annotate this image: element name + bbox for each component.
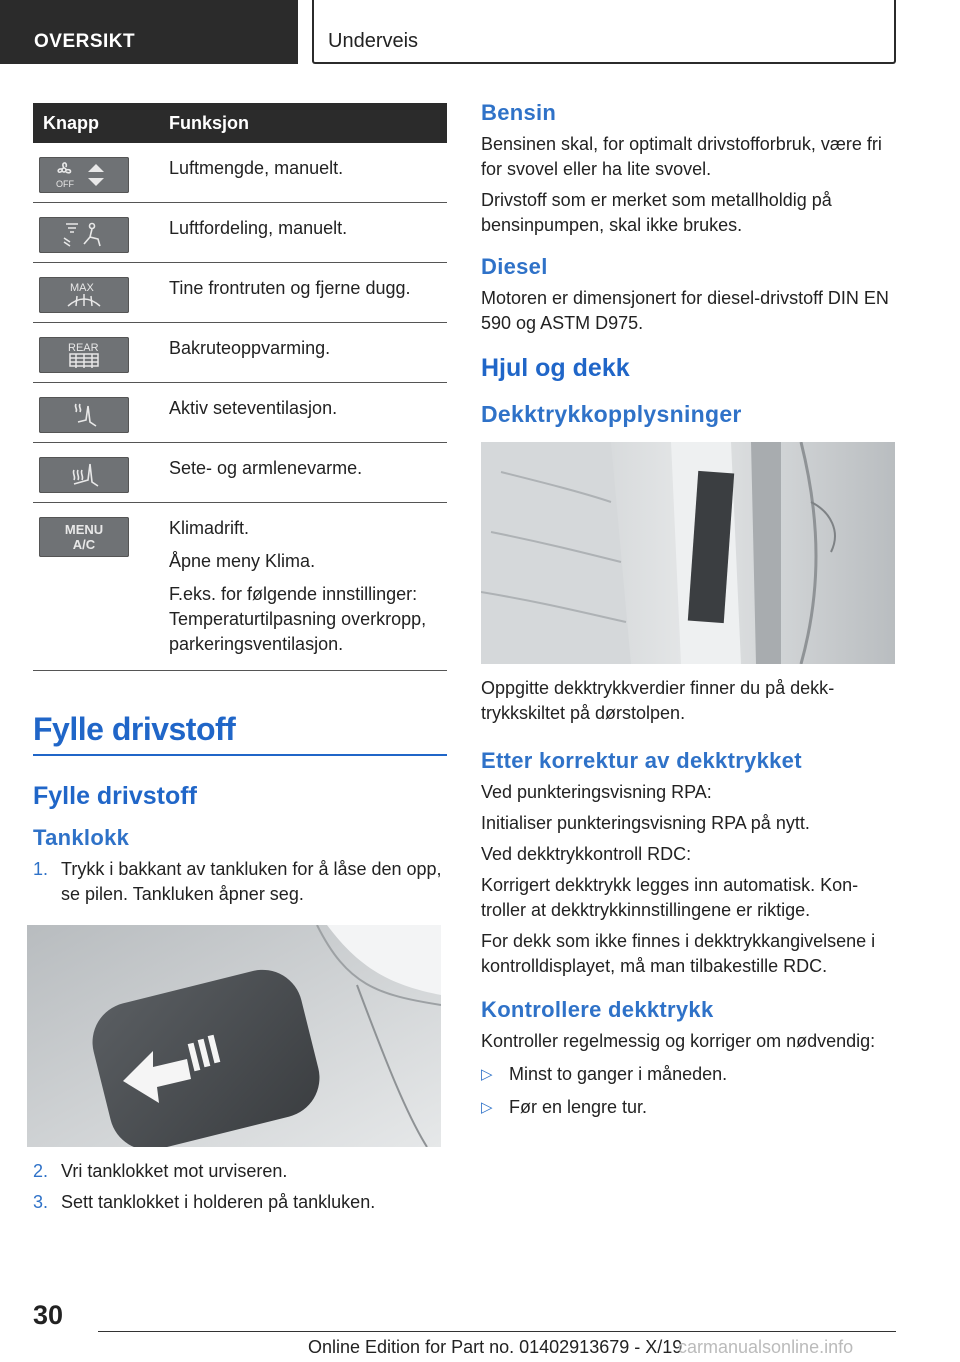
rear-defrost-icon [39,337,129,373]
footer-edition: Online Edition for Part no. 01402913679 - X/19 [308,1337,683,1357]
table-row [33,203,447,263]
paragraph: For dekk som ikke finnes i dekktrykkangivelsene i kontrolldisplayet, må man tilbakestille RDC. [481,931,876,976]
button-function-table [33,103,447,671]
page-number: 30 [33,1300,64,1330]
subsection-heading: Diesel [481,254,548,279]
triangle-bullet-icon: ▷ [481,1099,493,1116]
table-header-function: Funksjon [165,103,447,143]
icon-label: A/C [72,537,96,552]
paragraph: Drivstoff som er merket som metallholdig på bensinpumpen, skal ikke brukes. [481,190,832,235]
subsection-heading: Etter korrektur av dekktrykket [481,748,802,773]
paragraph: Kontroller regelmessig og korriger om nødvendig: [481,1031,876,1051]
icon-label: REAR [68,342,99,354]
steps-list [33,857,447,907]
subsection-heading: Kontrollere dekktrykk [481,997,714,1022]
function-text: Sete- og armlenevarme. [169,458,363,478]
door-pillar-image [481,442,895,664]
section-heading: Dekktrykkopplysninger [481,401,742,427]
right-column [481,100,897,1120]
triangle-bullet-icon: ▷ [481,1066,493,1083]
air-distribution-icon [39,217,129,253]
function-text: Luftfordeling, manuelt. [169,218,348,238]
function-text: Bakruteoppvarming. [169,338,331,358]
subsection-heading: Tanklokk [33,825,130,850]
icon-label: MENU [64,522,104,537]
paragraph: Ved dekktrykkontroll RDC: [481,844,692,864]
bullet-list [481,1062,897,1120]
function-text: Luftmengde, manuelt. [169,158,344,178]
paragraph: Korrigert dekktrykk legges inn automatisk. Kontroller at dekktrykkinnstillingene er riktige. [481,875,859,920]
steps-list [33,1159,447,1215]
table-header-button: Knapp [33,103,165,143]
table-row [33,383,447,443]
function-text: Tine frontruten og fjerne dugg. [169,278,411,298]
function-text: Åpne meny Klima. [169,551,316,571]
table-row [33,503,447,671]
section-tab[interactable]: OVERSIKT [0,0,298,64]
subsection-tab[interactable]: Underveis [312,0,896,64]
max-defrost-icon [39,277,129,313]
list-item: 2. Vri tanklokket mot urviseren. [33,1161,288,1181]
watermark: carmanualsonline.info [678,1337,854,1357]
paragraph: Oppgitte dekktrykkverdier finner du på dekktrykkskiltet på dørstolpen. [481,678,835,723]
paragraph: Ved punkteringsvisning RPA: [481,782,712,802]
function-text: Aktiv seteventilasjon. [169,398,338,418]
function-text: F.eks. for følgende innstillinger: Temperaturtilpasning overkropp, parkeringsventilasjon. [169,584,427,654]
svg-text:OFF: OFF [56,179,74,189]
left-column [33,103,447,1215]
footer-divider [98,1331,896,1332]
table-row [33,443,447,503]
table-row [33,263,447,323]
subsection-heading: Bensin [481,100,557,125]
paragraph: Bensinen skal, for optimalt drivstofforbruk, være fri for svovel eller ha lite svovel. [481,134,882,179]
section-heading: Hjul og dekk [481,354,630,382]
function-text: Klimadrift. [169,518,250,538]
menu-ac-icon [39,517,129,557]
table-row [33,143,447,203]
seat-ventilation-icon [39,397,129,433]
fan-off-arrows-icon [39,157,129,193]
table-row [33,323,447,383]
chapter-heading: Fylle drivstoff [33,711,447,756]
list-item: ▷ Minst to ganger i måneden. [481,1062,897,1087]
list-item: 1. Trykk i bakkant av tankluken for å låse den opp, se pilen. Tankluken åpner seg. [33,859,442,904]
paragraph: Motoren er dimensjonert for diesel-drivstoff DIN EN 590 og ASTM D975. [481,288,889,333]
seat-heating-icon [39,457,129,493]
icon-label: MAX [70,282,94,294]
list-item: 3. Sett tanklokket i holderen på tankluken. [33,1192,376,1212]
paragraph: Initialiser punkteringsvisning RPA på nytt. [481,813,810,833]
section-heading: Fylle drivstoff [33,782,197,810]
fuel-flap-image [27,925,441,1147]
list-item: ▷ Før en lengre tur. [481,1095,897,1120]
